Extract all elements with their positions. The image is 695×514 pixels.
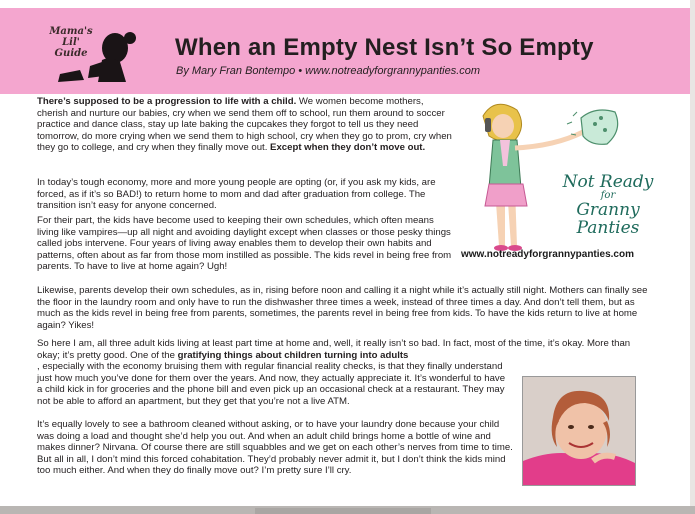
article-byline: By Mary Fran Bontempo • www.notreadyforgrannypanties.com <box>176 65 481 77</box>
p1-text: We women become mothers, cherish and nurture our babies, cry when we send them off to school, run them around to soccer practice and dance class, stay up late baking the cupcakes they forgot to tell us they need tomorrow, do more crying when we send them to high school, cry when they go to prom, cry when they go to college, and cry when they finally move out. <box>37 96 452 154</box>
author-photo <box>522 376 636 486</box>
paragraph-5b: , especially with the economy bruising them with regular financial reality checks, is that they finally understand just how much you’ve done for them over the years. And now, they actually appreciate it. It’s wonderful to have a child kick in for groceries and the phone bill and even pick up an occasional check at a restaurant. They may not be able to afford an apartment, but they get that you’re not a live ATM. <box>37 361 506 407</box>
logo-line2: Lil' Guide <box>54 37 88 59</box>
logo-text <box>48 26 94 59</box>
paragraph-3: For their part, the kids have become used to keeping their own schedules, which often means living like vampires—up all night and avoiding daylight except when classes or those pesky things called jobs intervene. Four years of living away enables them to develop their own habits and patterns, often about as far from those mom instilled as possible. The kids revel in being free from parents. To have to live at home again? Ugh! <box>37 215 452 273</box>
brand-line4: Panties <box>576 218 640 238</box>
brand-wordmark <box>543 173 673 237</box>
page-scroll-tab[interactable] <box>255 508 431 514</box>
paragraph-6: It’s equally lovely to see a bathroom cleaned without asking, or to have your laundry done because your child was doing a load and thought she’d help you out. And when an adult child brings home a bottle of wine and makes dinner? Nirvana. Of course there are still squabbles and we get on each other’s nerves from time to time. But all in all, I don’t mind this forced cohabitation. They’d probably never admit it, but I don’t think the kids mind too much either. And when they do finally move out? I’m pretty sure I’ll cry. <box>37 419 513 477</box>
brand-url: www.notreadyforgrannypanties.com <box>461 249 634 260</box>
brand-line2: for <box>600 190 616 201</box>
logo-line1: Mama's <box>49 26 93 37</box>
paragraph-1 <box>37 96 453 154</box>
article-title: When an Empty Nest Isn’t So Empty <box>175 34 594 61</box>
p5-text-a: So here I am, all three adult kids living at least part time at home and, well, it really isn’t so bad. In fact, most of the time, it’s okay. More than okay; it’s pretty good. One of the <box>37 338 631 361</box>
brand-line1: Not Ready <box>562 172 654 192</box>
p5-bold: gratifying things about children turning into adults <box>177 349 409 361</box>
paragraph-2: In today’s tough economy, more and more young people are opting (or, if you ask my kids, are forced, as if it’s so BAD!) to return home to mom and dad after graduation from college. The transition isn’t easy for anyone concerned. <box>37 177 436 212</box>
p1-lead-bold: There’s supposed to be a progression to life with a child. <box>37 96 297 107</box>
p1-end-bold: Except when they don’t move out. <box>270 142 426 154</box>
paragraph-4: Likewise, parents develop their own schedules, as in, rising before noon and calling it a night while it’s actually still night. Mothers can finally see the floor in the laundry room and only have to run the dishwasher three times a week, instead of three times a day. And don’t tell them, but as much as the kids revel in being free from parents, sometimes, the parents revel in being free from kids. To have the kids return to live at home again? Yikes! <box>37 285 648 331</box>
brand-line3: Granny <box>576 200 640 220</box>
